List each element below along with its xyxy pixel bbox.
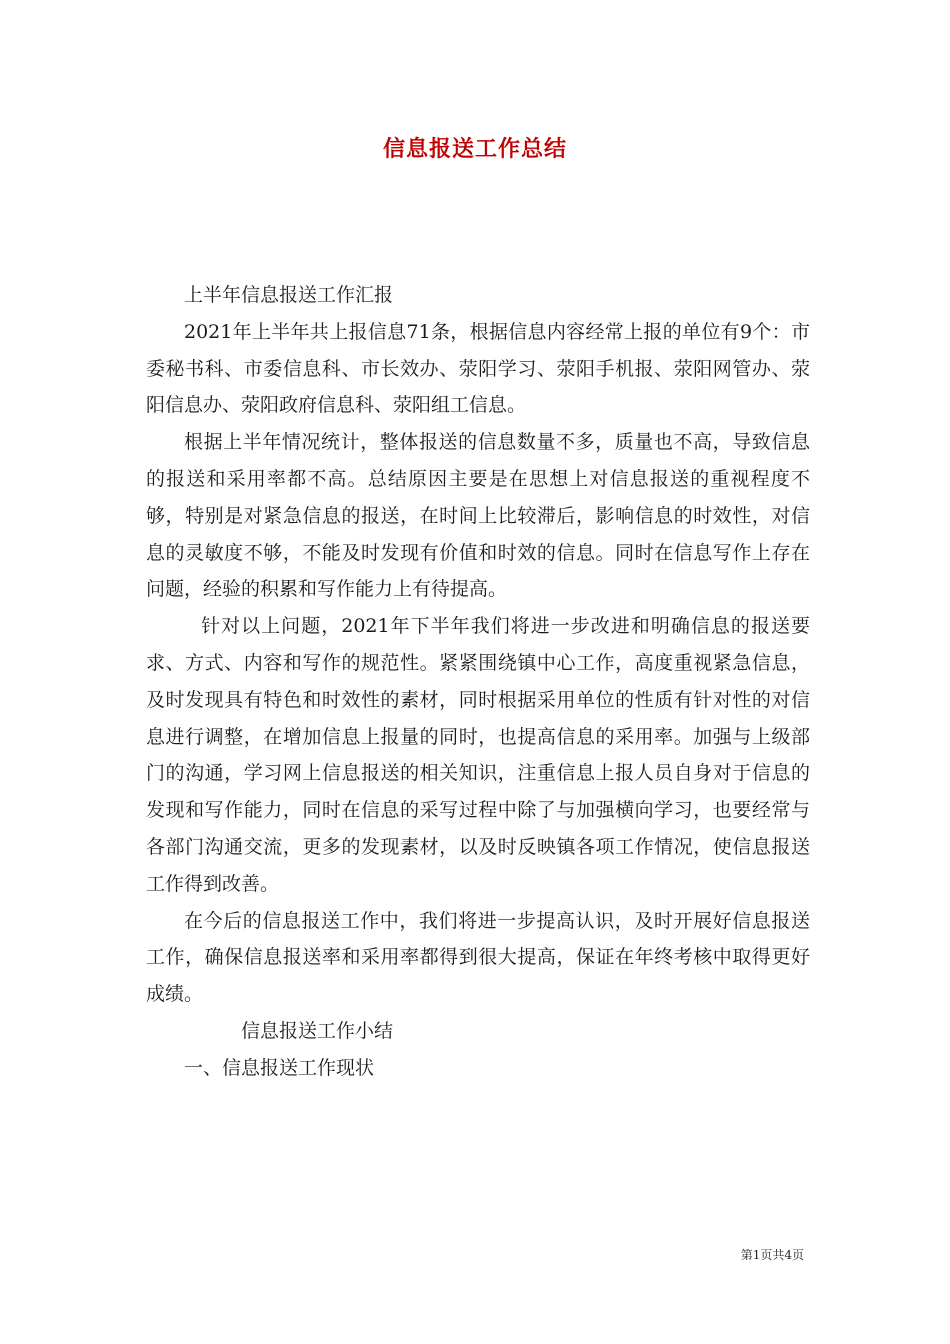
paragraph: 2021年上半年共上报信息71条，根据信息内容经常上报的单位有9个：市委秘书科、市委信息科、市长效办、荥阳学习、荥阳手机报、荥阳网管办、荥阳信息办、荥阳政府信息科、荥阳组工信息。 — [146, 320, 810, 417]
document-body — [146, 277, 810, 1087]
page-number: 第1页共4页 — [740, 1248, 804, 1262]
section-heading: 一、信息报送工作现状 — [184, 1056, 375, 1079]
paragraph: 针对以上问题，2021年下半年我们将进一步改进和明确信息的报送要求、方式、内容和写作的规范性。紧紧围绕镇中心工作，高度重视紧急信息，及时发现具有特色和时效性的素材，同时根据采用单位的性质有针对性的对信息进行调整，在增加信息上报量的同时，也提高信息的采用率。加强与上级部门的沟通，学习网上信息报送的相关知识，注重信息上报人员自身对于信息的发现和写作能力，同时在信息的采写过程中除了与加强横向学习，也要经常与各部门沟通交流，更多的发现素材，以及时反映镇各项工作情况，使信息报送工作得到改善。 — [146, 615, 810, 895]
subtitle: 信息报送工作小结 — [241, 1019, 394, 1042]
document-title: 信息报送工作总结 — [382, 137, 567, 162]
section-heading: 上半年信息报送工作汇报 — [184, 284, 394, 306]
paragraph: 根据上半年情况统计，整体报送的信息数量不多，质量也不高，导致信息的报送和采用率都不高。总结原因主要是在思想上对信息报送的重视程度不够，特别是对紧急信息的报送，在时间上比较滞后，影响信息的时效性，对信息的灵敏度不够，不能及时发现有价值和时效的信息。同时在信息写作上存在问题，经验的积累和写作能力上有待提高。 — [146, 431, 810, 601]
paragraph: 在今后的信息报送工作中，我们将进一步提高认识，及时开展好信息报送工作，确保信息报送率和采用率都得到很大提高，保证在年终考核中取得更好成绩。 — [146, 909, 810, 1006]
